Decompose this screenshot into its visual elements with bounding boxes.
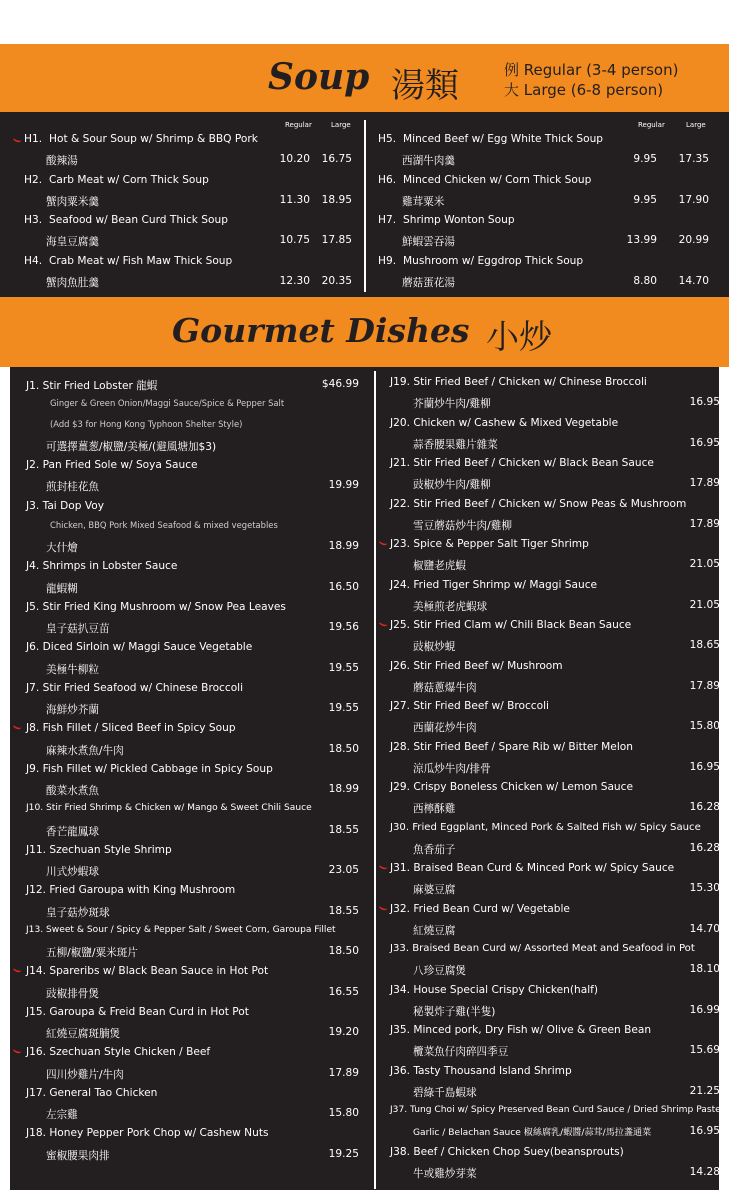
dish-name-zh: 豉椒炒牛肉/雞柳 — [413, 479, 491, 492]
dish-name: J34. House Special Crispy Chicken(half) — [390, 983, 599, 996]
dish-price: 21.25 — [689, 1084, 720, 1097]
dish-name: J24. Fried Tiger Shrimp w/ Maggi Sauce — [390, 578, 598, 591]
dish-name: J36. Tasty Thousand Island Shrimp — [390, 1064, 572, 1077]
chili-pepper-icon — [378, 906, 388, 912]
dish-name: J14. Spareribs w/ Black Bean Sauce in Hot Pot — [26, 965, 269, 978]
soup-price-large: 20.99 — [678, 234, 709, 246]
dish-name: J25. Stir Fried Clam w/ Chili Black Bean Sauce — [390, 619, 632, 631]
dish-item — [10, 719, 374, 760]
dish-price: 14.70 — [689, 922, 720, 935]
dish-name: J13. Sweet & Sour / Spicy & Pepper Salt / Sweet Corn, Garoupa Fillet — [26, 924, 336, 935]
soup-price-regular: 8.80 — [633, 274, 657, 287]
soup-item-name-zh: 西湖牛肉羹 — [402, 155, 455, 167]
dish-item — [10, 760, 374, 801]
dish-description: Chicken, BBQ Pork Mixed Seafood & mixed vegetables — [50, 519, 278, 530]
dish-name: J8. Fish Fillet / Sliced Beef in Spicy Soup — [26, 722, 236, 735]
dish-price: 15.80 — [689, 720, 720, 733]
dish-name: J18. Honey Pepper Pork Chop w/ Cashew Nuts — [26, 1127, 269, 1140]
dish-price: 19.25 — [328, 1147, 359, 1160]
chili-pepper-icon — [378, 865, 388, 871]
soup-item-name: Crab Meat w/ Fish Maw Thick Soup — [49, 254, 233, 267]
soup-item — [0, 130, 364, 170]
dish-name-zh: 紅燒豆腐 — [413, 924, 456, 937]
dish-name: J35. Minced pork, Dry Fish w/ Olive & Green Bean — [390, 1024, 652, 1036]
dish-item — [376, 697, 719, 738]
dish-name: J2. Pan Fried Sole w/ Soya Sauce — [26, 459, 198, 471]
soup-item-name-zh: 酸辣湯 — [46, 155, 78, 167]
soup-item-name: H2. — [24, 173, 43, 186]
dish-item — [10, 638, 374, 679]
soup-item-name: Carb Meat w/ Corn Thick Soup — [49, 173, 209, 186]
soup-item-name-zh: 鮮蝦雲吞湯 — [402, 236, 455, 248]
dish-name: J20. Chicken w/ Cashew & Mixed Vegetable — [390, 416, 619, 429]
dish-item — [10, 497, 374, 558]
soup-right-column — [366, 112, 729, 297]
soup-item — [366, 252, 729, 292]
dish-item — [376, 738, 719, 779]
dish-name: J11. Szechuan Style Shrimp — [26, 843, 172, 856]
dish-name: J5. Stir Fried King Mushroom w/ Snow Pea Leaves — [26, 600, 286, 613]
soup-item-name: H9. — [378, 254, 397, 267]
chili-pepper-icon — [12, 968, 22, 974]
dish-name-zh: 酸菜水煮魚 — [46, 785, 99, 797]
soup-item-name: H6. — [378, 173, 397, 186]
dish-name-zh: 牛或雞炒芽菜 — [413, 1167, 477, 1180]
dish-price: 17.89 — [689, 517, 720, 530]
dish-name: J1. Stir Fried Lobster 龍蝦 — [26, 380, 158, 392]
dish-item — [376, 535, 719, 576]
dish-price: 16.95 — [689, 396, 720, 409]
dish-name: J38. Beef / Chicken Chop Suey(beansprouts) — [390, 1145, 624, 1158]
dish-price: 15.30 — [689, 882, 720, 895]
chili-pepper-icon — [378, 541, 388, 547]
dish-price: 18.99 — [328, 783, 359, 795]
soup-item-name: Hot & Sour Soup w/ Shrimp & BBQ Pork — [49, 133, 258, 145]
dish-name: J12. Fried Garoupa with King Mushroom — [26, 884, 236, 897]
gourmet-title-zh: 小炒 — [486, 317, 552, 356]
dish-item — [376, 1102, 724, 1143]
soup-item-name: H5. — [378, 133, 397, 145]
dish-price: 18.65 — [689, 639, 720, 652]
soup-item-name-zh: 蟹肉魚肚羹 — [46, 276, 99, 289]
soup-price-large: 20.35 — [321, 274, 352, 287]
dish-item — [10, 962, 374, 1003]
soup-price-large: 17.90 — [678, 193, 709, 206]
dish-name: J29. Crispy Boneless Chicken w/ Lemon Sauce — [390, 781, 633, 793]
dish-price: 19.20 — [328, 1026, 359, 1038]
dish-name-zh: 欖菜魚仔肉碎四季豆 — [413, 1046, 509, 1059]
dish-price: 18.55 — [328, 904, 359, 917]
dish-item — [376, 940, 719, 981]
soup-price-regular: 13.99 — [626, 234, 657, 246]
soup-price-regular: 11.30 — [279, 193, 310, 206]
dish-price: 17.89 — [689, 679, 720, 692]
dish-name-zh: 美極煎老虎蝦球 — [413, 600, 488, 613]
soup-banner — [0, 44, 729, 112]
dish-name-zh: 四川炒雞片/牛肉 — [46, 1068, 124, 1081]
dish-name-zh: 西蘭花炒牛肉 — [413, 722, 477, 735]
soup-item — [0, 211, 364, 251]
soup-left-col-regular: Regular — [285, 121, 312, 129]
dish-price: 19.99 — [328, 479, 359, 492]
dish-name: J15. Garoupa & Freid Bean Curd in Hot Pot — [26, 1005, 249, 1018]
dish-price: 16.95 — [689, 1125, 720, 1138]
dish-item — [376, 373, 719, 414]
dish-name-zh: 八珍豆腐煲 — [413, 965, 466, 978]
dish-item — [376, 616, 719, 657]
dish-name-zh: 龍蝦糊 — [46, 582, 78, 595]
dish-name: J28. Stir Fried Beef / Spare Rib w/ Bitter Melon — [390, 740, 633, 753]
dish-price: 16.55 — [328, 985, 359, 998]
gourmet-banner — [0, 297, 729, 367]
dish-price: 18.50 — [328, 742, 359, 755]
gourmet-left-column — [10, 367, 374, 1190]
dish-name-zh: 魚香茄子 — [413, 843, 456, 856]
soup-item-name: H4. — [24, 254, 43, 267]
dish-name: J37. Tung Choi w/ Spicy Preserved Bean Curd Sauce / Dried Shrimp Paste/ — [390, 1105, 724, 1115]
dish-item — [376, 495, 719, 536]
soup-title-zh: 湯類 — [391, 66, 459, 106]
dish-name: J23. Spice & Pepper Salt Tiger Shrimp — [390, 538, 589, 550]
dish-name-zh: 川式炒蝦球 — [46, 866, 99, 878]
dish-price: 15.69 — [689, 1044, 720, 1057]
dish-item — [10, 1124, 374, 1165]
dish-item — [376, 778, 719, 819]
dish-name-zh: 大什燴 — [46, 542, 78, 554]
dish-item — [10, 1003, 374, 1044]
dish-name-zh: 蘑菇蔥爆牛肉 — [413, 681, 477, 694]
dish-item — [376, 900, 719, 941]
dish-name-zh: 豉椒炒蜆 — [413, 641, 456, 654]
dish-item — [376, 454, 719, 495]
dish-price: $46.99 — [321, 378, 359, 390]
size-regular: 例 Regular (3-4 person) — [504, 61, 679, 79]
dish-name: Garlic / Belachan Sauce 椒絲腐乳/蝦醬/蒜茸/馬拉盞通菜 — [413, 1128, 652, 1139]
dish-name-zh: 涼瓜炒牛肉/排骨 — [413, 762, 491, 775]
dish-item — [376, 657, 719, 698]
gourmet-title: Gourmet Dishes — [172, 311, 470, 350]
dish-name-zh: 蜜椒腰果肉排 — [46, 1149, 110, 1162]
soup-item-name-zh: 海皇豆腐羹 — [46, 236, 99, 248]
dish-name: J26. Stir Fried Beef w/ Mushroom — [390, 659, 563, 672]
dish-name: J10. Stir Fried Shrimp & Chicken w/ Mango & Sweet Chili Sauce — [26, 803, 312, 814]
dish-name-zh: 紅燒豆腐斑腩煲 — [46, 1028, 121, 1040]
soup-item-name-zh: 蘑菇蛋花湯 — [402, 276, 455, 289]
soup-item-name: Minced Beef w/ Egg White Thick Soup — [403, 133, 604, 145]
dish-name: J16. Szechuan Style Chicken / Beef — [26, 1046, 211, 1059]
gourmet-right-column — [376, 367, 724, 1190]
soup-right-col-large: Large — [686, 121, 706, 129]
dish-price: 19.56 — [328, 621, 359, 633]
dish-name: J33. Braised Bean Curd w/ Assorted Meat and Seafood in Pot — [390, 943, 695, 954]
dish-name-zh: 芥蘭炒牛肉/雞柳 — [413, 398, 491, 411]
chili-pepper-icon — [12, 138, 22, 144]
dish-item — [376, 1062, 719, 1103]
dish-name: J22. Stir Fried Beef / Chicken w/ Snow Peas & Mushroom — [390, 497, 687, 510]
soup-item — [366, 171, 729, 211]
dish-item — [10, 557, 374, 598]
dish-item — [10, 1084, 374, 1125]
soup-price-large: 17.85 — [321, 234, 352, 246]
dish-name-zh: 麻辣水煮魚/牛肉 — [46, 744, 124, 757]
dish-item — [376, 859, 719, 900]
soup-price-regular: 10.75 — [279, 234, 310, 246]
chili-pepper-icon — [12, 725, 22, 731]
dish-name-zh: 皇子菇炒斑球 — [46, 906, 110, 919]
dish-price: 15.80 — [328, 1107, 359, 1119]
dish-item — [376, 819, 719, 860]
dish-name-zh: 左宗雞 — [46, 1109, 78, 1121]
dish-price: 16.50 — [328, 580, 359, 593]
soup-item — [0, 171, 364, 211]
soup-panel — [0, 112, 729, 297]
dish-price: 18.50 — [328, 945, 359, 957]
dish-item — [376, 1143, 719, 1184]
dish-name: J17. General Tao Chicken — [26, 1086, 158, 1099]
soup-item-name: Seafood w/ Bean Curd Thick Soup — [49, 214, 228, 226]
soup-price-large: 16.75 — [321, 153, 352, 165]
soup-price-large: 17.35 — [678, 153, 709, 165]
dish-item — [10, 841, 374, 882]
dish-price: 17.89 — [328, 1066, 359, 1079]
dish-price: 19.55 — [328, 702, 359, 714]
dish-item — [376, 981, 719, 1022]
dish-price: 17.89 — [689, 477, 720, 490]
soup-price-large: 14.70 — [678, 274, 709, 287]
soup-item-name: H3. — [24, 214, 43, 226]
dish-name-zh: 麻婆豆腐 — [413, 884, 456, 897]
soup-left-column — [0, 112, 364, 297]
dish-name-zh: 蒜香腰果雞片雜菜 — [413, 438, 498, 451]
dish-price: 23.05 — [328, 864, 359, 876]
dish-item — [10, 375, 374, 456]
dish-name: J3. Tai Dop Voy — [26, 499, 105, 512]
dish-description: (Add $3 for Hong Kong Typhoon Shelter Style) — [50, 418, 243, 429]
soup-item — [366, 211, 729, 251]
gourmet-panel — [10, 367, 724, 1190]
dish-price: 14.28 — [689, 1165, 720, 1178]
soup-title: Soup — [268, 56, 370, 98]
soup-item — [0, 252, 364, 292]
dish-name: J31. Braised Bean Curd & Minced Pork w/ Spicy Sauce — [390, 862, 675, 874]
soup-right-col-regular: Regular — [638, 121, 665, 129]
dish-price: 18.99 — [328, 540, 359, 552]
dish-name-zh: 秘製炸子雞(半隻) — [413, 1005, 496, 1018]
dish-price: 16.99 — [689, 1003, 720, 1016]
dish-item — [10, 679, 374, 720]
soup-item — [366, 130, 729, 170]
dish-name-zh: 豉椒排骨煲 — [46, 987, 99, 1000]
dish-item — [10, 1043, 374, 1084]
dish-item — [376, 1021, 719, 1062]
dish-name-zh: 五柳/椒鹽/粟米斑片 — [46, 947, 138, 959]
soup-price-regular: 9.95 — [633, 193, 657, 206]
dish-price: 18.10 — [689, 963, 720, 976]
soup-item-name: H7. — [378, 214, 397, 226]
dish-item — [10, 800, 374, 841]
dish-item — [376, 576, 719, 617]
dish-price: 16.95 — [689, 436, 720, 449]
dish-price: 19.55 — [328, 661, 359, 674]
soup-item-name-zh: 蟹肉粟米羹 — [46, 195, 99, 208]
dish-name: J32. Fried Bean Curd w/ Vegetable — [390, 902, 570, 915]
dish-name: J19. Stir Fried Beef / Chicken w/ Chinese Broccoli — [390, 376, 647, 388]
soup-item-name: Minced Chicken w/ Corn Thick Soup — [403, 173, 592, 186]
dish-name-zh: 香芒龍鳳球 — [46, 825, 99, 838]
dish-name: J7. Stir Fried Seafood w/ Chinese Broccoli — [26, 681, 244, 694]
dish-name-zh: 煎封桂花魚 — [46, 481, 99, 494]
dish-name-zh: 皇子菇扒豆苗 — [46, 623, 110, 635]
dish-name: J27. Stir Fried Beef w/ Broccoli — [390, 700, 550, 712]
dish-price: 21.05 — [689, 558, 720, 571]
chili-pepper-icon — [12, 1049, 22, 1055]
soup-price-regular: 9.95 — [633, 153, 657, 165]
dish-name: J6. Diced Sirloin w/ Maggi Sauce Vegetable — [26, 641, 253, 654]
soup-item-name-zh: 雞茸粟米 — [402, 195, 445, 208]
soup-item-name: Mushroom w/ Eggdrop Thick Soup — [403, 254, 584, 267]
dish-name: J4. Shrimps in Lobster Sauce — [26, 560, 178, 573]
soup-price-regular: 12.30 — [279, 274, 310, 287]
soup-price-large: 18.95 — [321, 193, 352, 206]
dish-name-zh: 美極牛柳粒 — [46, 663, 99, 676]
dish-name: J9. Fish Fillet w/ Pickled Cabbage in Spicy Soup — [26, 762, 273, 775]
dish-price: 16.28 — [689, 801, 720, 814]
dish-item — [10, 922, 374, 963]
dish-name: J21. Stir Fried Beef / Chicken w/ Black Bean Sauce — [390, 457, 654, 469]
dish-name-zh: 海鮮炒芥蘭 — [46, 704, 99, 716]
dish-price: 16.95 — [689, 760, 720, 773]
soup-item-name: H1. — [24, 133, 43, 145]
dish-price: 16.28 — [689, 841, 720, 854]
dish-name-zh: 碧綠千島蝦球 — [413, 1086, 477, 1099]
dish-description: Ginger & Green Onion/Maggi Sauce/Spice & Pepper Salt — [50, 398, 285, 409]
dish-name-zh: 西檸酥雞 — [413, 803, 456, 816]
soup-left-col-large: Large — [331, 121, 351, 129]
dish-item — [10, 456, 374, 497]
dish-item — [376, 414, 719, 455]
size-large: 大 Large (6-8 person) — [504, 81, 664, 99]
dish-item — [10, 598, 374, 639]
soup-item-name: Shrimp Wonton Soup — [403, 214, 515, 226]
soup-price-regular: 10.20 — [279, 153, 310, 165]
dish-name-zh: 雪豆蘑菇炒牛肉/雞柳 — [413, 519, 512, 532]
chili-pepper-icon — [378, 622, 388, 628]
dish-item — [10, 881, 374, 922]
dish-name-zh: 可選擇薑葱/椒鹽/美極/(避風塘加$3) — [46, 440, 217, 453]
dish-name-zh: 椒鹽老虎蝦 — [413, 560, 466, 573]
dish-name: J30. Fried Eggplant, Minced Pork & Salted Fish w/ Spicy Sauce — [390, 821, 701, 833]
dish-price: 18.55 — [328, 823, 359, 836]
dish-price: 21.05 — [689, 598, 720, 611]
